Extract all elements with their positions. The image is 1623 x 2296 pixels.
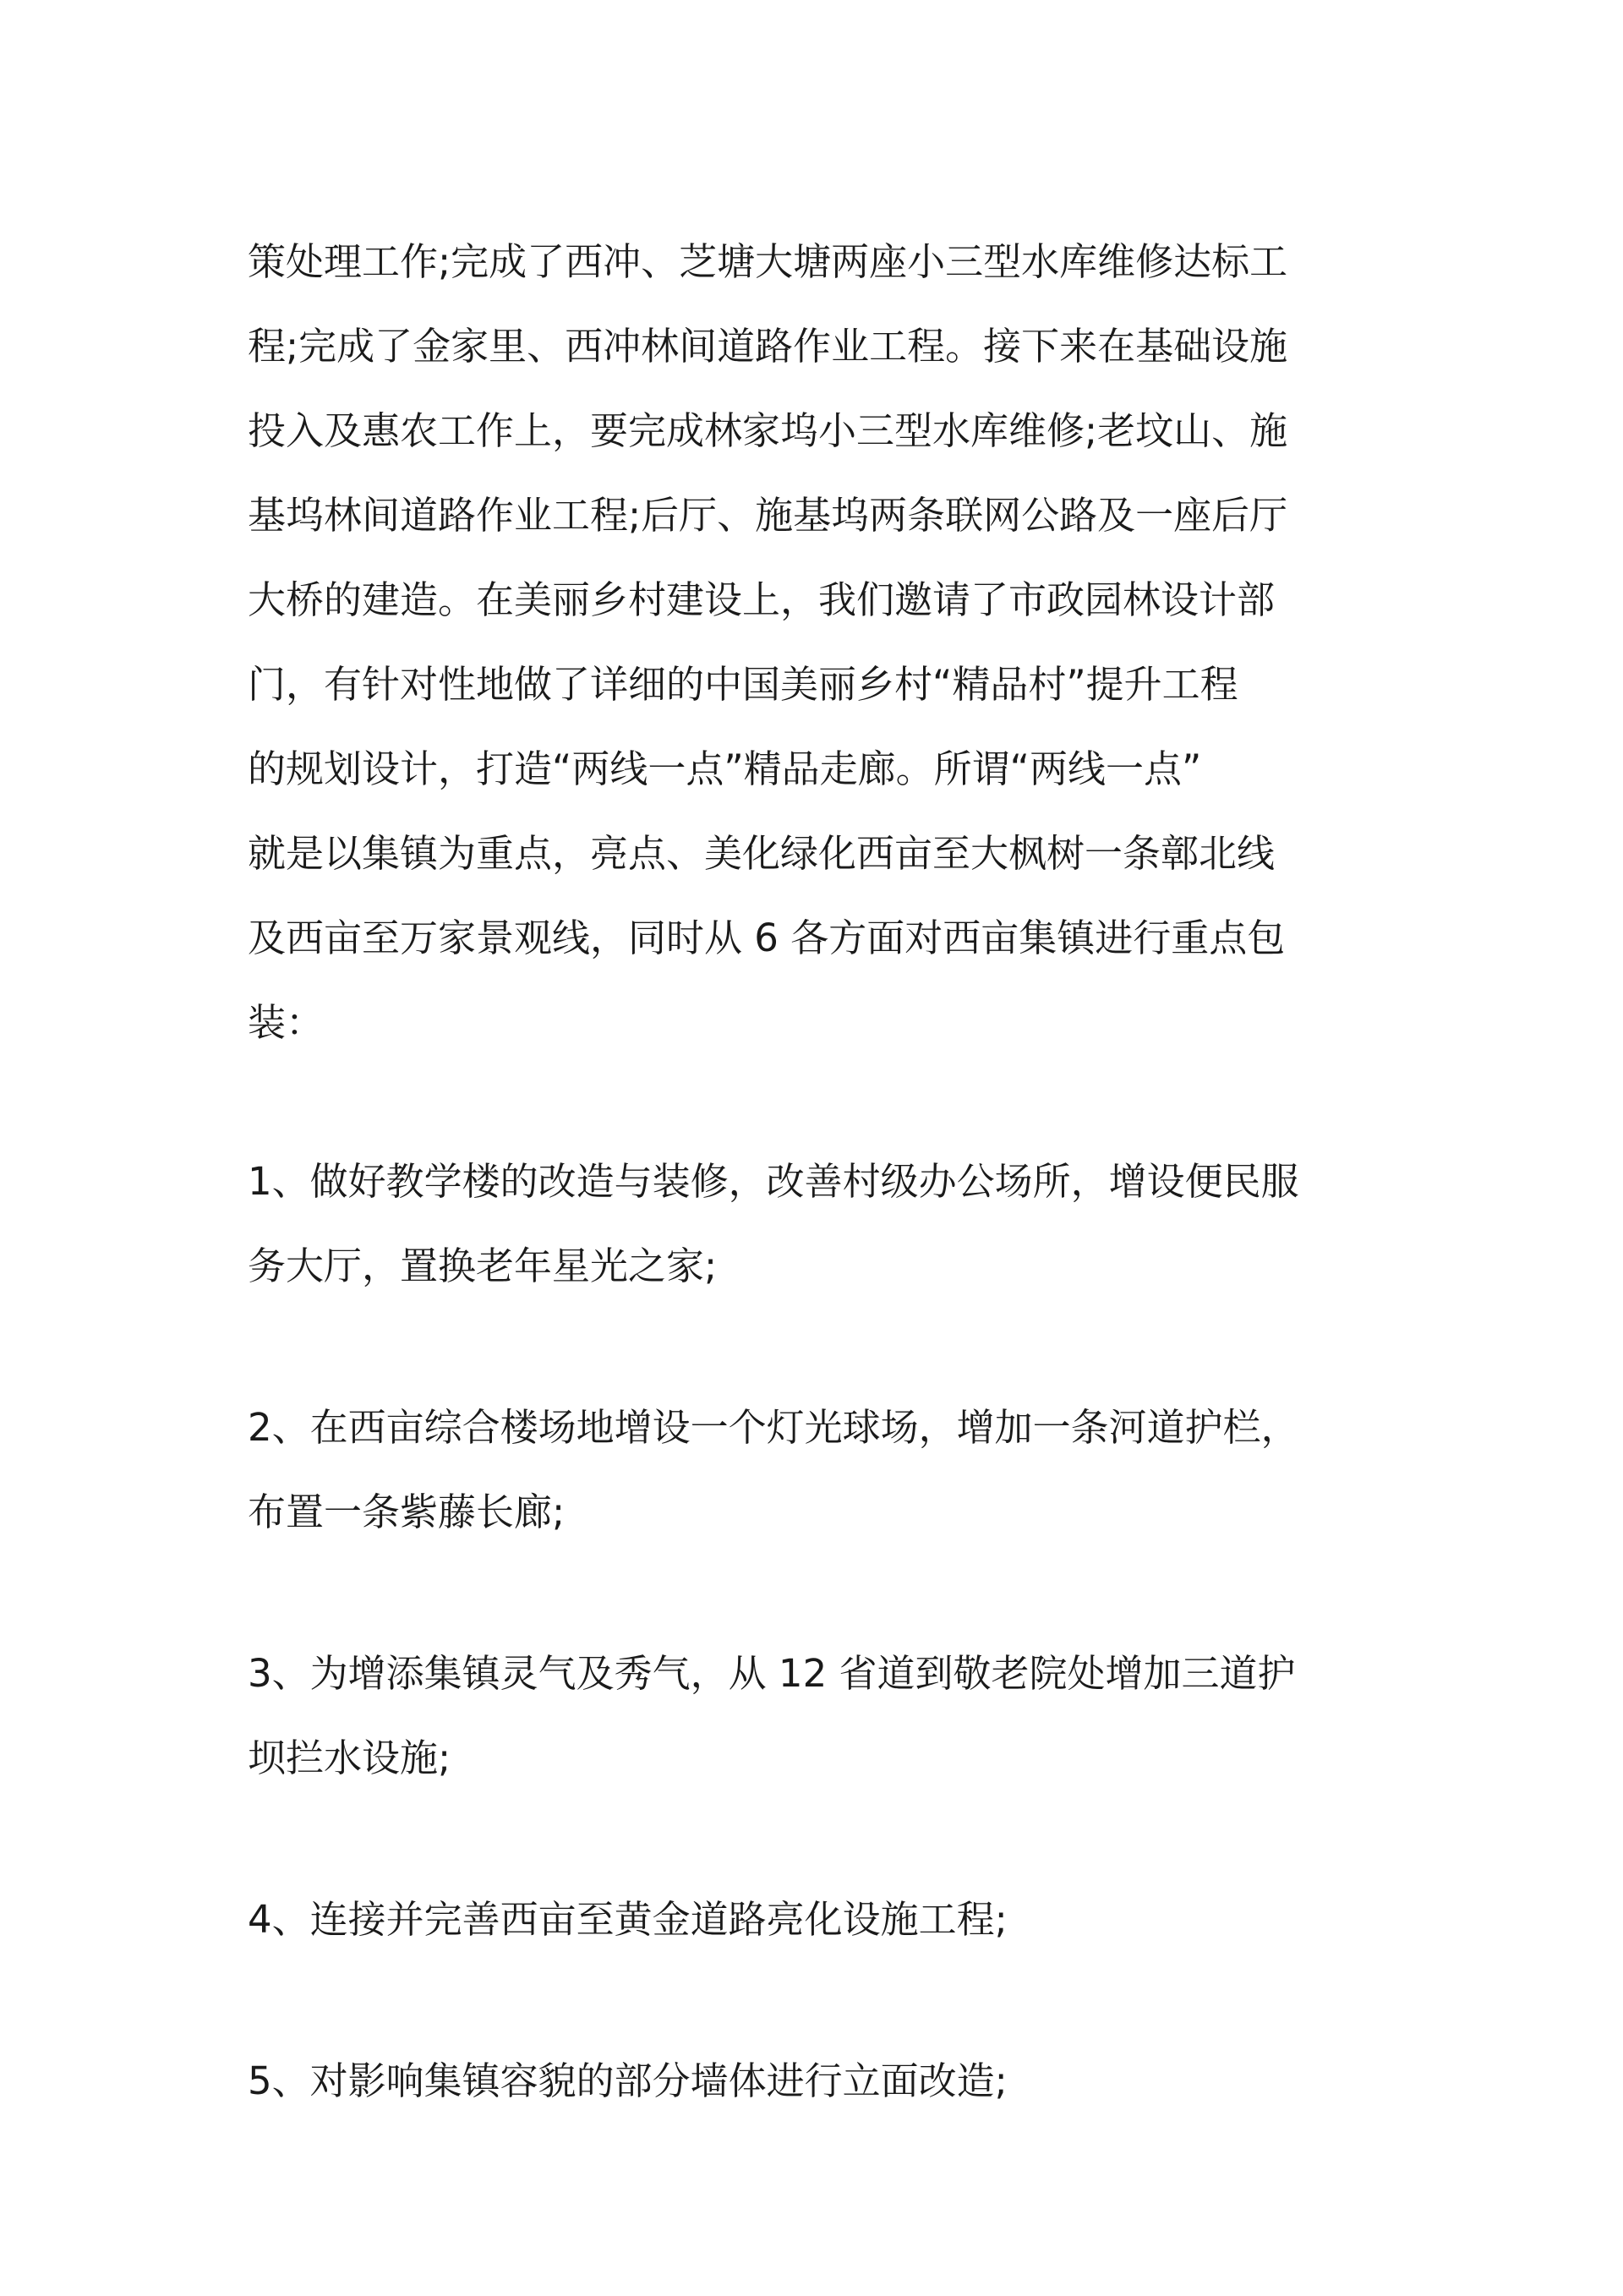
intro-paragraph [248, 220, 1414, 1065]
paragraph-line: 基坞林间道路作业工程;后厅、施基坞两条联网公路及一座后厅 [248, 493, 1288, 538]
list-item-1 [248, 1140, 1414, 1309]
paragraph-line: 及西亩至万家景观线，同时从 6 各方面对西亩集镇进行重点包 [248, 916, 1286, 960]
list-item-line: 4、连接并完善西亩至黄金道路亮化设施工程; [248, 1897, 1008, 1942]
list-item-line: 2、在西亩综合楼场地增设一个灯光球场，增加一条河道护栏， [248, 1405, 1299, 1450]
list-item-2 [248, 1386, 1414, 1555]
list-item-3 [248, 1632, 1414, 1801]
list-item-line: 务大厅，置换老年星光之家; [248, 1244, 718, 1288]
list-item-line: 5、对影响集镇容貌的部分墙体进行立面改造; [248, 2058, 1008, 2103]
paragraph-line: 就是以集镇为重点，亮点、美化绿化西亩至大枫树一条鄣北线 [248, 831, 1276, 876]
paragraph-line: 策处理工作;完成了西冲、芝塘大塘两座小三型水库维修达标工 [248, 239, 1288, 284]
paragraph-line: 程;完成了金家里、西冲林间道路作业工程。接下来在基础设施 [248, 324, 1288, 369]
paragraph-line: 的规划设计，打造“两线一点”精品走廊。所谓“两线一点” [248, 746, 1202, 791]
list-item-5 [248, 2039, 1414, 2124]
list-item-line: 1、做好教学楼的改造与装修，改善村级办公场所，增设便民服 [248, 1159, 1299, 1204]
list-item-line: 3、为增添集镇灵气及秀气，从 12 省道到敬老院处增加三道护 [248, 1651, 1296, 1696]
list-item-4 [248, 1878, 1414, 1962]
list-item-line: 布置一条紫藤长廊; [248, 1490, 566, 1534]
paragraph-line: 装： [248, 1000, 325, 1045]
paragraph-line: 投入及惠农工作上，要完成林家坞小三型水库维修;老坟山、施 [248, 408, 1288, 453]
paragraph-line: 大桥的建造。在美丽乡村建设上，我们邀请了市政园林设计部 [248, 577, 1276, 622]
list-item-line: 坝拦水设施; [248, 1736, 451, 1780]
paragraph-line: 门，有针对性地做了详细的中国美丽乡村“精品村”提升工程 [248, 662, 1238, 707]
